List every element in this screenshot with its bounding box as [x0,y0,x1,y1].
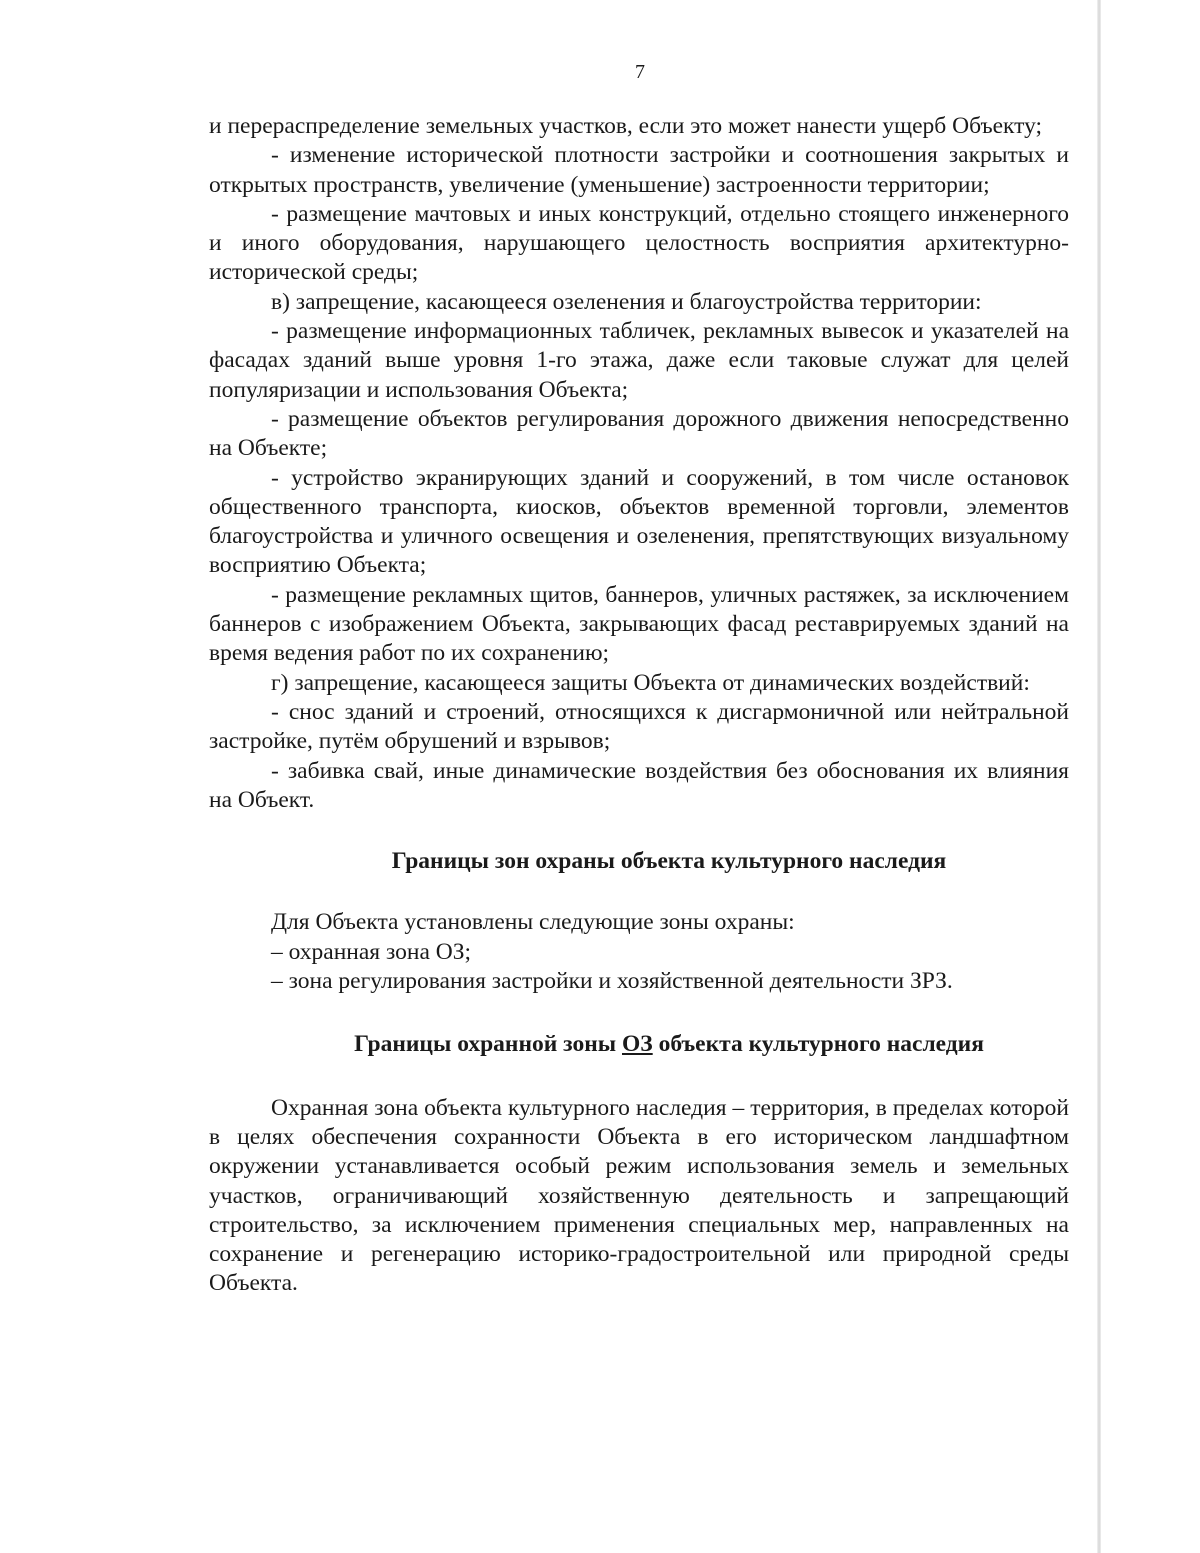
section-heading-oz [209,1030,1069,1059]
paragraph-item: - изменение исторической плотности застройки и соотношения закрытых и открытых пространств, увеличение (уменьшение) застроенности территории; [209,142,1069,198]
section-heading: Границы зон охраны объекта культурного наследия [391,848,947,875]
zone-abbreviation: ОЗ [622,1031,653,1058]
scan-edge [1097,0,1101,1553]
paragraph-subsection: г) запрещение, касающееся защиты Объекта от динамических воздействий: [271,669,1030,696]
heading-text-end: объекта культурного наследия [658,1031,984,1058]
paragraph-item: - размещение мачтовых и иных конструкций, отдельно стоящего инженерного и иного оборудования, нарушающего целостность восприятия архитектурно-исторической среды; [209,200,1069,286]
zone-list-item: – охранная зона ОЗ; [271,938,472,965]
zone-list-item: – зона регулирования застройки и хозяйственной деятельности ЗРЗ. [271,968,953,995]
paragraph-definition: Охранная зона объекта культурного наследия – территория, в пределах которой в целях обеспечения сохранности Объекта в его историческом ландшафтном окружении устанавливается особый режим использования земель и земельных участков, ограничивающий хозяйственную деятельность и запрещающий строительство, за исключением применения специальных мер, направленных на сохранение и регенерацию историко-градостроительной или природной среды Объекта. [209,1094,1069,1297]
paragraph-item: - устройство экранирующих зданий и сооружений, в том числе остановок общественного транспорта, киосков, объектов временной торговли, элементов благоустройства и уличного освещения и озеленения, препятствующих визуальному восприятию Объекта; [209,464,1069,579]
paragraph-item: - размещение информационных табличек, рекламных вывесок и указателей на фасадах зданий выше уровня 1-го этажа, даже если таковые служат для целей популяризации и использования Объекта; [209,318,1069,403]
paragraph-continuation: и перераспределение земельных участков, если это может нанести ущерб Объекту; [209,113,1043,139]
zones-intro: Для Объекта установлены следующие зоны охраны: [271,909,795,936]
paragraph-item: - размещение объектов регулирования дорожного движения непосредственно на Объекте; [209,405,1069,462]
paragraph-subsection: в) запрещение, касающееся озеленения и благоустройства территории: [271,288,982,315]
paragraph-item: - размещение рекламных щитов, баннеров, уличных растяжек, за исключением баннеров с изображением Объекта, закрывающих фасад реставрируемых зданий на время ведения работ по их сохранению; [209,581,1069,667]
paragraph-item: - забивка свай, иные динамические воздействия без обоснования их влияния на Объект. [209,757,1069,813]
paragraph-item: - снос зданий и строений, относящихся к дисгармоничной или нейтральной застройке, путём обрушений и взрывов; [209,698,1069,755]
page-number: 7 [635,61,645,83]
document-body [209,112,1069,1299]
heading-text-start: Границы охранной зоны [354,1031,617,1058]
